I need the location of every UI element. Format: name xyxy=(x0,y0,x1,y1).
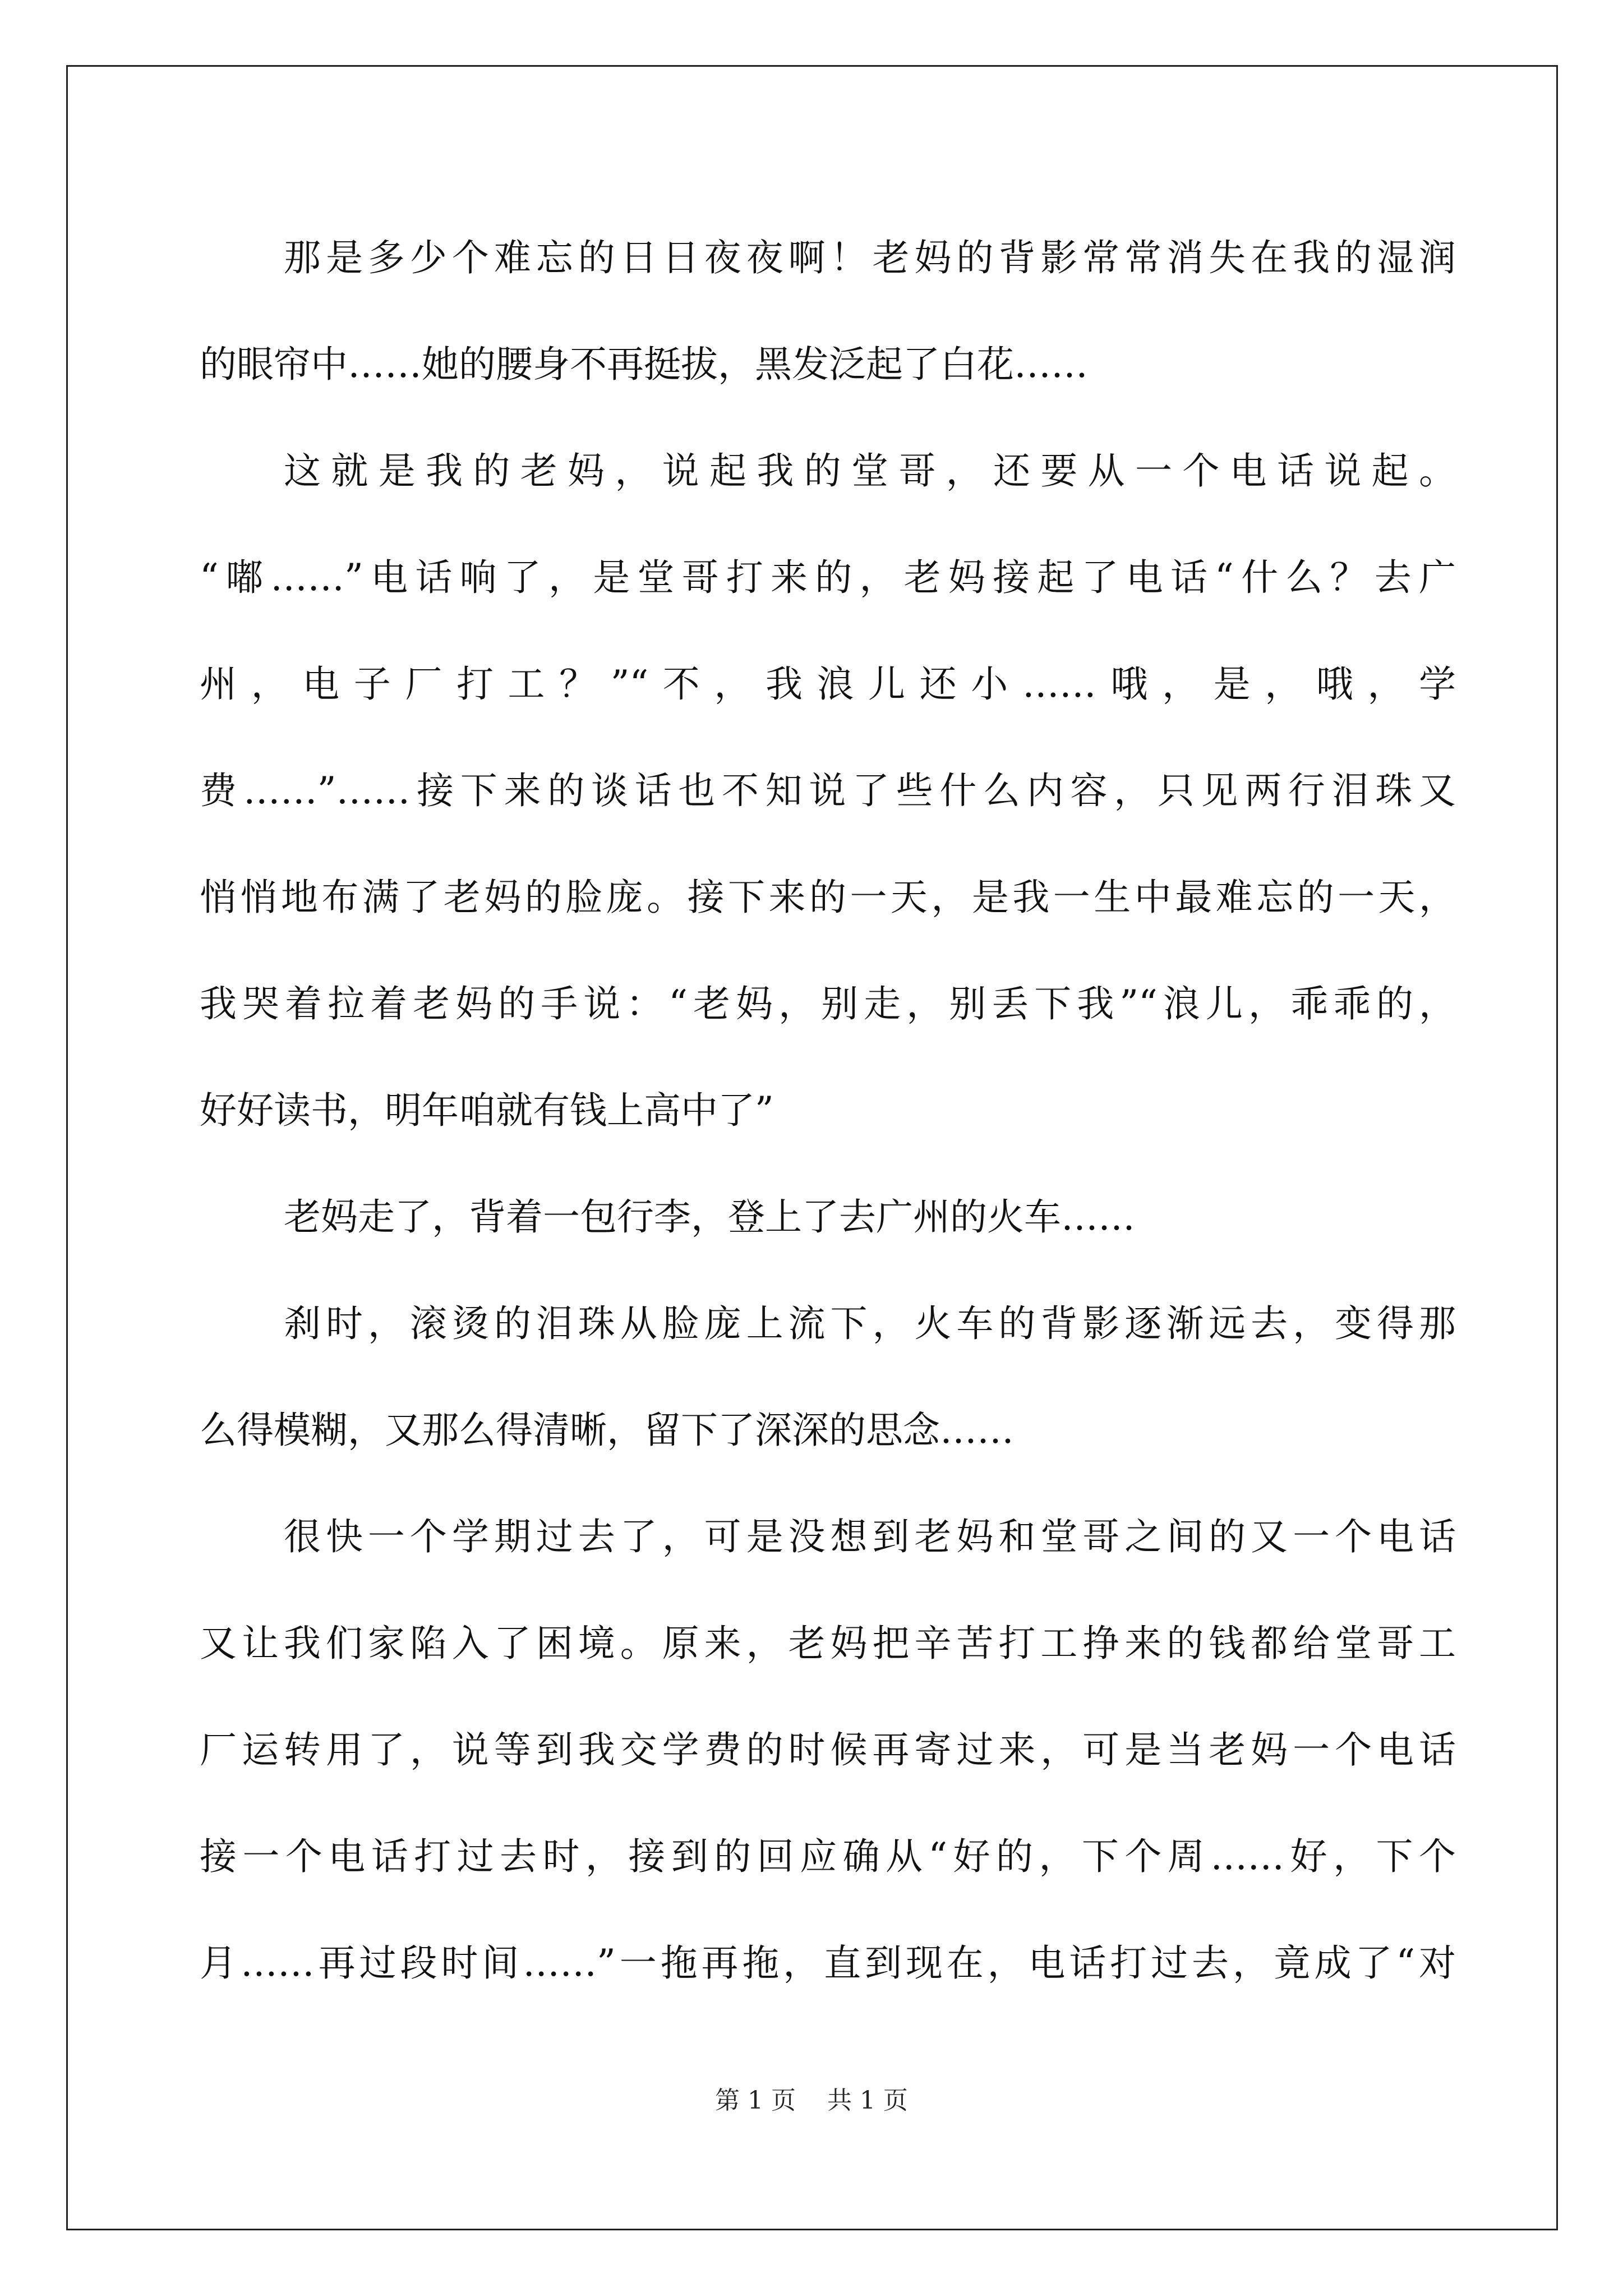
text-line-17: 月……再过段时间……”一拖再拖，直到现在，电话打过去，竟成了“对 xyxy=(200,1941,1456,1985)
text-line-8: 我哭着拉着老妈的手说：“老妈，别走，别丢下我”“浪儿，乖乖的， xyxy=(200,982,1456,1025)
text-line-14: 又让我们家陷入了困境。原来，老妈把辛苦打工挣来的钱都给堂哥工 xyxy=(200,1622,1456,1665)
text-line-4: “嘟……”电话响了，是堂哥打来的，老妈接起了电话“什么？去广 xyxy=(200,556,1456,599)
text-line-2: 的眼帘中……她的腰身不再挺拔，黑发泛起了白花…… xyxy=(200,343,1088,386)
text-line-7: 悄悄地布满了老妈的脸庞。接下来的一天，是我一生中最难忘的一天， xyxy=(200,876,1456,919)
page-number-footer: 第 1 页 共 1 页 xyxy=(715,2086,908,2115)
text-line-1: 那是多少个难忘的日日夜夜啊！老妈的背影常常消失在我的湿润 xyxy=(284,236,1456,279)
text-line-15: 厂运转用了，说等到我交学费的时候再寄过来，可是当老妈一个电话 xyxy=(200,1728,1456,1772)
document-body xyxy=(200,205,1456,2017)
text-line-9: 好好读书，明年咱就有钱上高中了” xyxy=(200,1089,774,1132)
text-line-12: 么得模糊，又那么得清晰，留下了深深的思念…… xyxy=(200,1409,1014,1452)
text-line-10: 老妈走了，背着一包行李，登上了去广州的火车…… xyxy=(284,1195,1135,1239)
text-line-16: 接一个电话打过去时，接到的回应确从“好的，下个周……好，下个 xyxy=(200,1835,1456,1878)
text-line-6: 费……”……接下来的谈话也不知说了些什么内容，只见两行泪珠又 xyxy=(200,769,1456,812)
text-line-5: 州，电子厂打工？”“不，我浪儿还小……哦，是，哦，学 xyxy=(200,662,1456,706)
text-line-3: 这就是我的老妈，说起我的堂哥，还要从一个电话说起。 xyxy=(284,449,1456,493)
text-line-11: 刹时，滚烫的泪珠从脸庞上流下，火车的背影逐渐远去，变得那 xyxy=(284,1302,1456,1345)
text-line-13: 很快一个学期过去了，可是没想到老妈和堂哥之间的又一个电话 xyxy=(284,1515,1456,1558)
